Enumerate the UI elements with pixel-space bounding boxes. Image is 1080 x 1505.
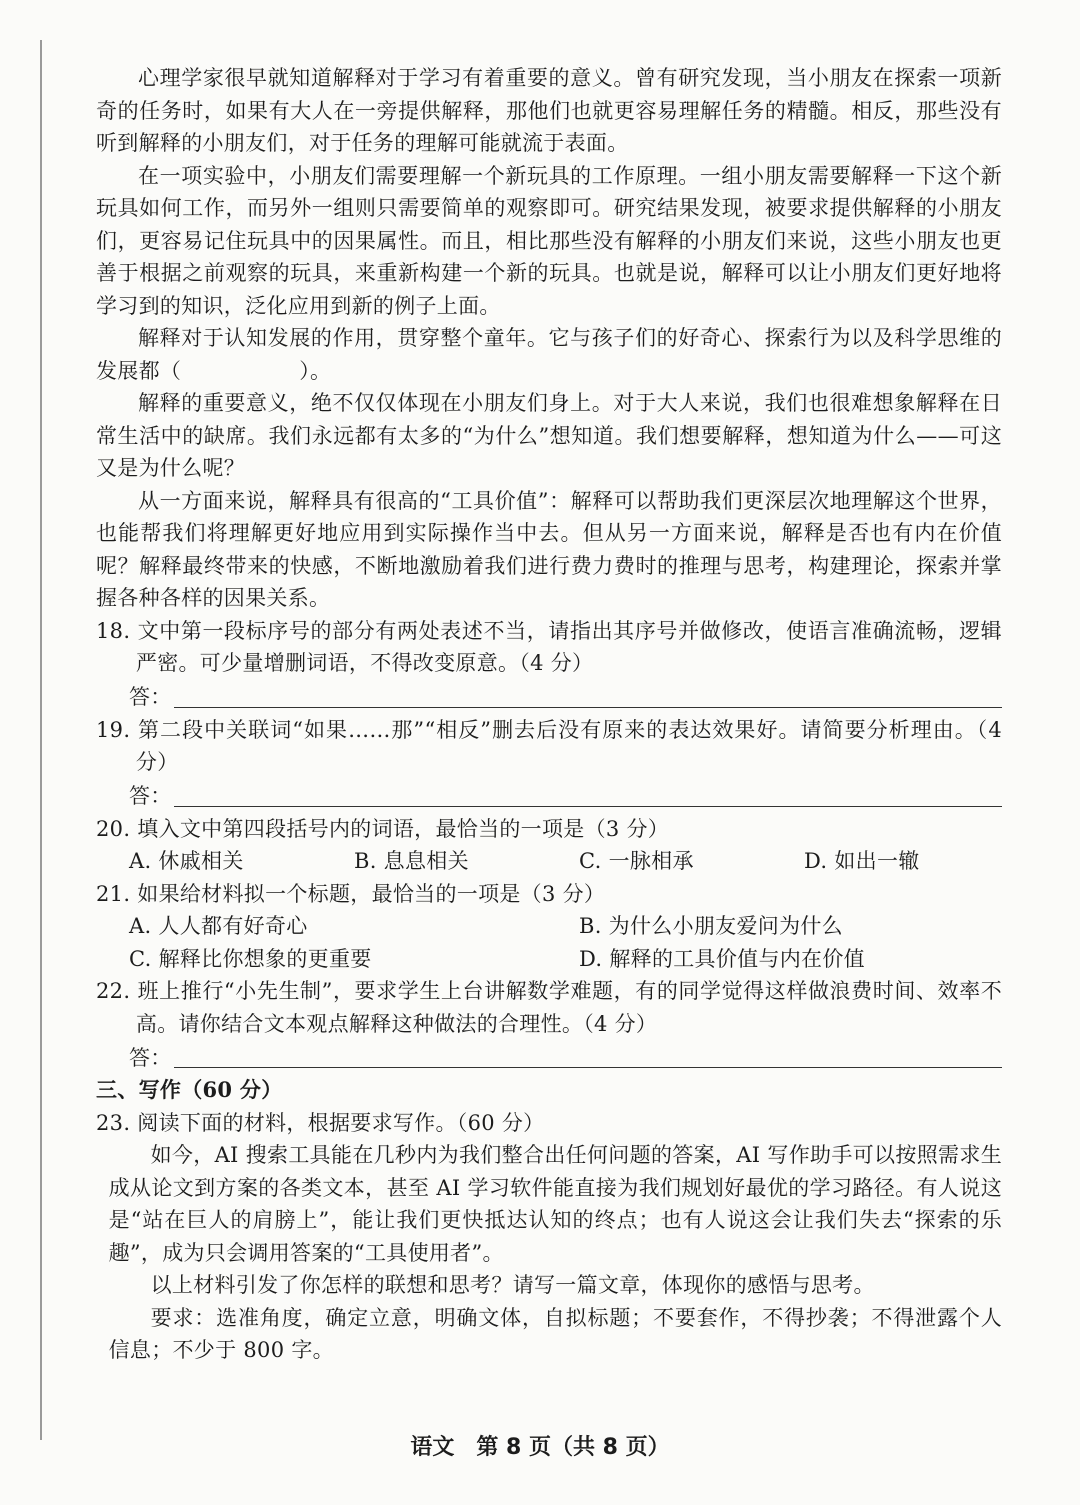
option-a[interactable]: A. 休戚相关 — [129, 849, 244, 873]
passage-paragraph-4: 解释的重要意义，绝不仅仅体现在小朋友们身上。对于大人来说，我们也很难想象解释在日常生活中的缺席。我们永远都有太多的“为什么”想知道。我们想要解释，想知道为什么——可这又是为什么呢？ — [96, 391, 1002, 480]
question-23-prompt: 以上材料引发了你怎样的联想和思考？请写一篇文章，体现你的感悟与思考。 — [150, 1273, 875, 1297]
question-21-options-row-2 — [129, 943, 1002, 976]
question-23-requirements: 要求：选准角度，确定立意，明确文体，自拟标题；不要套作，不得抄袭；不得泄露个人信息；不少于 800 字。 — [108, 1305, 1002, 1362]
option-d[interactable]: D. 如出一辙 — [804, 849, 920, 873]
answer-line-19[interactable] — [129, 779, 1002, 813]
answer-line-18[interactable] — [129, 680, 1002, 714]
passage-paragraph-3 — [96, 322, 1002, 387]
binding-margin-line — [40, 40, 42, 1440]
passage-paragraph-2: 在一项实验中，小朋友们需要理解一个新玩具的工作原理。一组小朋友需要解释一下这个新玩具如何工作，而另外一组则只需要简单的观察即可。研究结果发现，被要求提供解释的小朋友们，更容易记住玩具中的因果属性。而且，相比那些没有解释的小朋友们来说，这些小朋友也更善于根据之前观察的玩具，来重新构建一个新的玩具。也就是说，解释可以让小朋友们更好地将学习到的知识，泛化应用到新的例子上面。 — [96, 163, 1002, 318]
answer-label: 答： — [129, 685, 172, 709]
question-20-options — [129, 845, 1002, 878]
section-writing-heading: 三、写作（60 分） — [96, 1077, 283, 1102]
question-18: 18. 文中第一段标序号的部分有两处表述不当，请指出其序号并做修改，使语言准确流畅，逻辑严密。可少量增删词语，不得改变原意。（4 分） — [96, 618, 1002, 675]
answer-rule — [174, 806, 1002, 807]
option-a[interactable]: A. 人人都有好奇心 — [129, 914, 308, 938]
option-b[interactable]: B. 息息相关 — [354, 849, 469, 873]
answer-label: 答： — [129, 1045, 172, 1070]
question-21-options-row-1 — [129, 910, 1002, 943]
question-20: 20. 填入文中第四段括号内的词语，最恰当的一项是（3 分） — [96, 816, 670, 841]
blank-close: ）。 — [299, 358, 332, 383]
question-21: 21. 如果给材料拟一个标题，最恰当的一项是（3 分） — [96, 881, 606, 906]
question-22: 22. 班上推行“小先生制”，要求学生上台讲解数学难题，有的同学觉得这样做浪费时间、效率不高。请你结合文本观点解释这种做法的合理性。（4 分） — [96, 979, 1002, 1036]
answer-label: 答： — [129, 784, 172, 808]
page-footer: 语文 第 8 页（共 8 页） — [410, 1435, 670, 1460]
question-23-material: 如今，AI 搜索工具能在几秒内为我们整合出任何问题的答案，AI 写作助手可以按照需求生成从论文到方案的各类文本，甚至 AI 学习软件能直接为我们规划好最优的学习路径。有人说这是“站在巨人的肩膀上”，能让我们更快抵达认知的终点；也有人说这会让我们失去“探索的乐趣”，成为只会调用答案的“工具使用者”。 — [108, 1143, 1002, 1265]
option-c[interactable]: C. 一脉相承 — [579, 849, 694, 873]
exam-page — [96, 62, 1002, 1367]
option-d[interactable]: D. 解释的工具价值与内在价值 — [579, 946, 865, 971]
answer-rule — [174, 707, 1002, 708]
answer-line-22[interactable] — [129, 1040, 1002, 1074]
passage-paragraph-3-text: 解释对于认知发展的作用，贯穿整个童年。它与孩子们的好奇心、探索行为以及科学思维的发展都（ — [96, 326, 1002, 383]
option-c[interactable]: C. 解释比你想象的更重要 — [129, 946, 372, 971]
question-23: 23. 阅读下面的材料，根据要求写作。（60 分） — [96, 1110, 545, 1135]
option-b[interactable]: B. 为什么小朋友爱问为什么 — [579, 914, 843, 938]
answer-rule — [174, 1067, 1002, 1068]
passage-paragraph-5: 从一方面来说，解释具有很高的“工具价值”：解释可以帮助我们更深层次地理解这个世界，也能帮我们将理解更好地应用到实际操作当中去。但从另一方面来说，解释是否也有内在价值呢？解释最终带来的快感，不断地激励着我们进行费力费时的推理与思考，构建理论，探索并掌握各种各样的因果关系。 — [96, 488, 1002, 610]
question-19: 19. 第二段中关联词“如果……那”“相反”删去后没有原来的表达效果好。请简要分析理由。（4 分） — [96, 717, 1002, 774]
passage-paragraph-1: 心理学家很早就知道解释对于学习有着重要的意义。曾有研究发现，当小朋友在探索一项新奇的任务时，如果有大人在一旁提供解释，那他们也就更容易理解任务的精髓。相反，那些没有听到解释的小朋友们，对于任务的理解可能就流于表面。 — [96, 66, 1002, 155]
